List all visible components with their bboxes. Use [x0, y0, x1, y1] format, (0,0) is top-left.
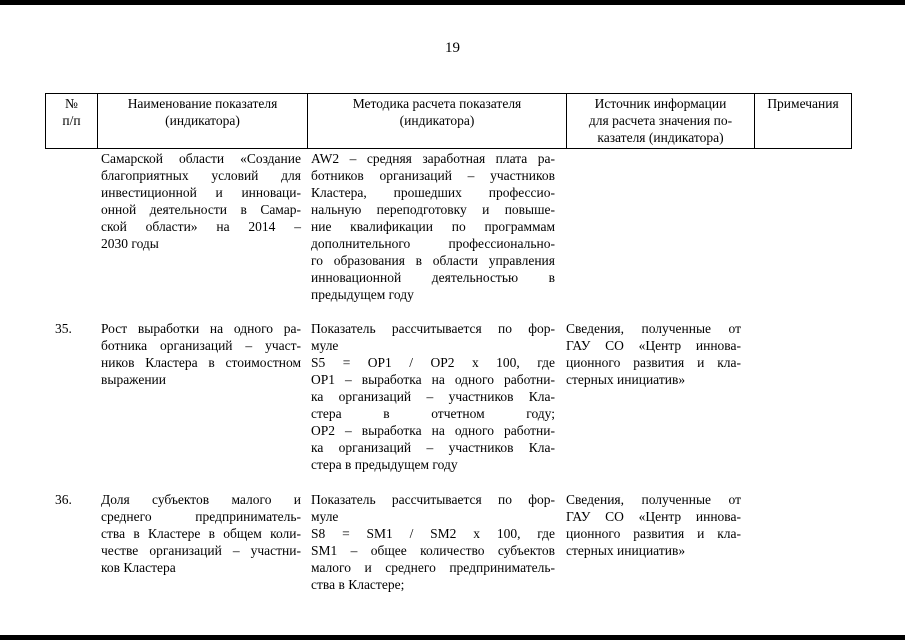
row-36-indicator-name-line: честве организаций – участни- — [101, 543, 301, 558]
row-continuation-calculation-method-line: AW2 – средняя заработная плата ра- — [311, 151, 555, 166]
row-36-calculation-method — [311, 491, 555, 593]
header-indicator-name — [98, 94, 308, 149]
header-information-source-text: Источник информации для расчета значения по- казателя (индикатора) — [588, 96, 733, 145]
row-continuation-calculation-method-line: Кластера, прошедших профессио- — [311, 185, 555, 200]
row-35-indicator-name-line: выражении — [101, 372, 167, 387]
table-header — [45, 93, 852, 149]
row-35-indicator-name-line: ников Кластера в стоимостном — [101, 355, 301, 370]
row-35-information-source-line: Сведения, полученные от — [566, 321, 741, 336]
row-36-number: 36. — [55, 492, 72, 507]
header-row — [46, 94, 852, 149]
row-36-calculation-method-line: муле — [311, 509, 339, 524]
row-36-information-source-line: стерных инициатив» — [566, 543, 686, 558]
row-continuation-indicator-name-line: онной деятельности в Самар- — [101, 202, 301, 217]
row-continuation-calculation-method-line: нальную переподготовку и повыше- — [311, 202, 555, 217]
row-36-information-source-line: Сведения, полученные от — [566, 492, 741, 507]
row-36-indicator-name-line: ков Кластера — [101, 560, 176, 575]
header-notes-text: Примечания — [767, 96, 839, 111]
header-notes — [755, 94, 852, 149]
header-number — [46, 94, 98, 149]
row-35-information-source-line: ГАУ СО «Центр иннова- — [566, 338, 741, 353]
row-36-indicator-name — [101, 491, 301, 576]
row-36-calculation-method-line: ства в Кластере; — [311, 577, 405, 592]
row-35-calculation-method-line: S5 = OP1 / OP2 x 100, где — [311, 355, 555, 370]
row-continuation-indicator-name — [101, 150, 301, 252]
row-35-calculation-method-line: OP1 – выработка на одного работни- — [311, 372, 555, 387]
row-35-information-source-line: ционного развития и кла- — [566, 355, 741, 370]
top-border-rule — [0, 0, 905, 5]
row-36-calculation-method-line: Показатель рассчитывается по фор- — [311, 492, 555, 507]
row-35-calculation-method-line: ка организаций – участников Кла- — [311, 440, 555, 455]
row-continuation-calculation-method — [311, 150, 555, 303]
row-35-calculation-method — [311, 320, 555, 473]
row-36-calculation-method-line: малого и среднего предприниматель- — [311, 560, 555, 575]
row-36-information-source — [566, 491, 741, 559]
bottom-border-rule — [0, 635, 905, 640]
row-continuation-calculation-method-line: ние квалификации по программам — [311, 219, 555, 234]
header-information-source — [567, 94, 755, 149]
row-36-calculation-method-line: S8 = SM1 / SM2 x 100, где — [311, 526, 555, 541]
row-36-information-source-line: ГАУ СО «Центр иннова- — [566, 509, 741, 524]
row-35-calculation-method-line: ка организаций – участников Кла- — [311, 389, 555, 404]
row-continuation-indicator-name-line: ской области» на 2014 – — [101, 219, 301, 234]
row-35-calculation-method-line: стера в отчетном году; — [311, 406, 555, 421]
row-36-information-source-line: ционного развития и кла- — [566, 526, 741, 541]
header-number-text: № п/п — [62, 96, 81, 128]
row-35-indicator-name-line: ботника организаций – участ- — [101, 338, 301, 353]
row-35-calculation-method-line: стера в предыдущем году — [311, 457, 458, 472]
row-35-information-source — [566, 320, 741, 388]
row-35-information-source-line: стерных инициатив» — [566, 372, 686, 387]
row-36-indicator-name-line: Доля субъектов малого и — [101, 492, 301, 507]
row-36-calculation-method-line: SM1 – общее количество субъектов — [311, 543, 555, 558]
row-continuation-indicator-name-line: 2030 годы — [101, 236, 159, 251]
row-35-indicator-name — [101, 320, 301, 388]
row-continuation-indicator-name-line: благоприятных условий для — [101, 168, 301, 183]
row-35-calculation-method-line: OP2 – выработка на одного работни- — [311, 423, 555, 438]
row-36-indicator-name-line: среднего предприниматель- — [101, 509, 301, 524]
page-number: 19 — [445, 40, 460, 56]
header-calculation-method-text: Методика расчета показателя (индикатора) — [352, 96, 522, 128]
row-continuation-calculation-method-line: инновационной деятельностью в — [311, 270, 555, 285]
row-35-indicator-name-line: Рост выработки на одного ра- — [101, 321, 301, 336]
row-continuation-indicator-name-line: Самарской области «Создание — [101, 151, 301, 166]
row-continuation-calculation-method-line: предыдущем году — [311, 287, 414, 302]
row-continuation-calculation-method-line: дополнительного профессионально- — [311, 236, 555, 251]
row-36-indicator-name-line: ства в Кластере в общем коли- — [101, 526, 301, 541]
row-continuation-calculation-method-line: ботников организаций – участников — [311, 168, 555, 183]
header-calculation-method — [308, 94, 567, 149]
row-35-calculation-method-line: муле — [311, 338, 339, 353]
row-continuation-calculation-method-line: го образования в области управления — [311, 253, 555, 268]
row-35-number: 35. — [55, 321, 72, 336]
row-35-calculation-method-line: Показатель рассчитывается по фор- — [311, 321, 555, 336]
row-continuation-indicator-name-line: инвестиционной и инноваци- — [101, 185, 301, 200]
header-indicator-name-text: Наименование показателя (индикатора) — [127, 96, 278, 128]
